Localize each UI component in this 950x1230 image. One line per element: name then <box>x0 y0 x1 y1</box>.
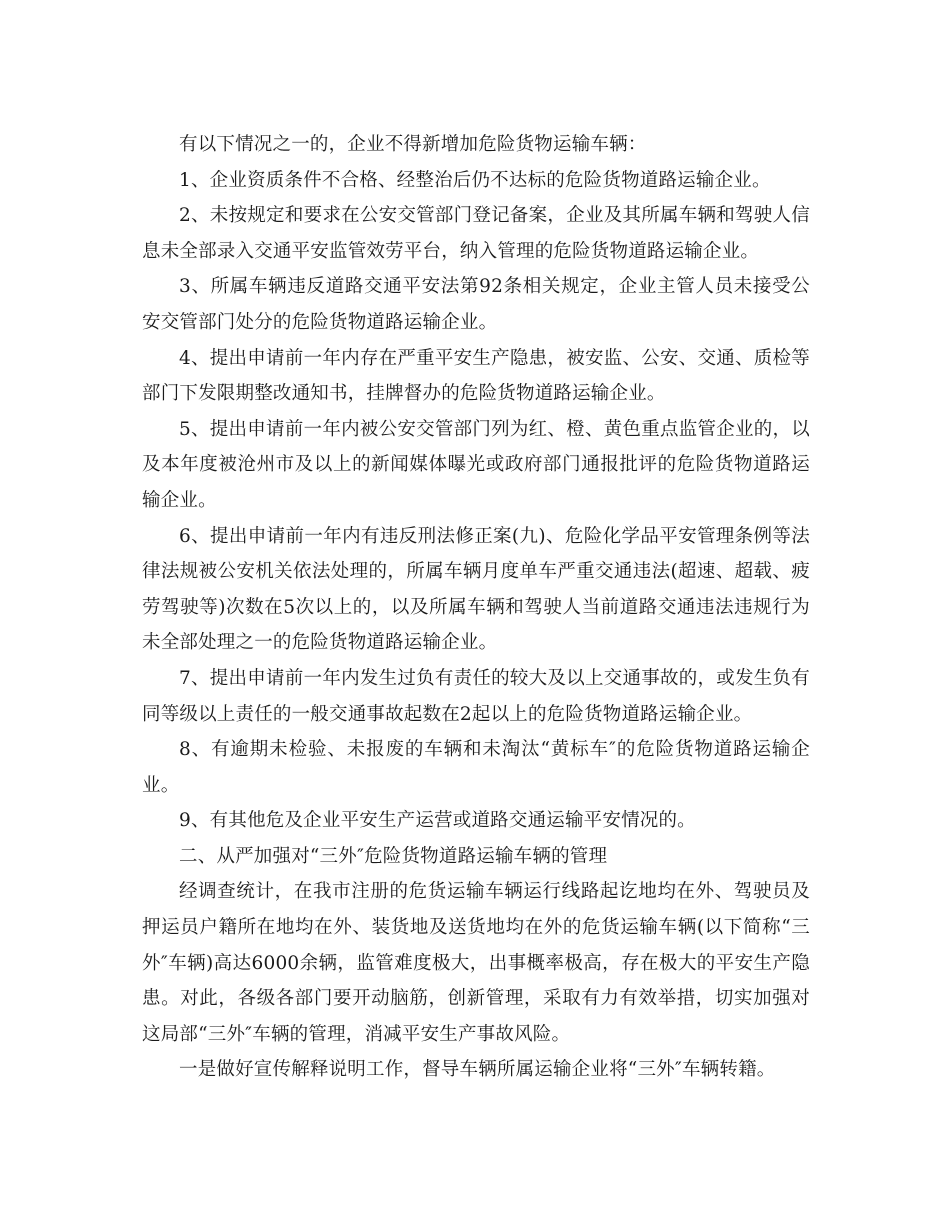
paragraph-measure-1: 一是做好宣传解释说明工作，督导车辆所属运输企业将“三外″车辆转籍。 <box>179 1059 776 1081</box>
paragraph-item-5: 5、提出申请前一年内被公安交管部门列为红、橙、黄色重点监管企业的，以及本年度被沧州市及以上的新闻媒体曝光或政府部门通报批评的危险货物道路运输企业。 <box>142 418 810 511</box>
document-body <box>142 127 810 1088</box>
paragraph-item-8: 8、有逾期未检验、未报废的车辆和未淘汰“黄标车″的危险货物道路运输企业。 <box>142 739 810 796</box>
paragraph-intro: 有以下情况之一的，企业不得新增加危险货物运输车辆： <box>179 134 647 155</box>
paragraph-item-3: 3、所属车辆违反道路交通平安法第92条相关规定，企业主管人员未接受公安交管部门处分的危险货物道路运输企业。 <box>142 276 810 333</box>
paragraph-item-7: 7、提出申请前一年内发生过负有责任的较大及以上交通事故的，或发生负有同等级以上责任的一般交通事故起数在2起以上的危险货物道路运输企业。 <box>142 667 810 725</box>
paragraph-investigation: 经调查统计，在我市注册的危货运输车辆运行线路起讫地均在外、驾驶员及押运员户籍所在地均在外、装货地及送货地均在外的危货运输车辆(以下简称“三外″车辆)高达6000余辆，监管难度极大，出事概率极高，存在极大的平安生产隐患。对此，各级各部门要开动脑筋，创新管理，采取有力有效举措，切实加强对这局部“三外″车辆的管理，消减平安生产事故风险。 <box>142 881 810 1045</box>
paragraph-item-4: 4、提出申请前一年内存在严重平安生产隐患，被安监、公安、交通、质检等部门下发限期整改通知书，挂牌督办的危险货物道路运输企业。 <box>142 347 810 405</box>
section-heading-2: 二、从严加强对“三外″危险货物道路运输车辆的管理 <box>179 845 608 867</box>
paragraph-item-9: 9、有其他危及企业平安生产运营或道路交通运输平安情况的。 <box>179 810 696 832</box>
paragraph-item-6: 6、提出申请前一年内有违反刑法修正案(九)、危险化学品平安管理条例等法律法规被公安机关依法处理的，所属车辆月度单车严重交通违法(超速、超载、疲劳驾驶等)次数在5次以上的，以及所属车辆和驾驶人当前道路交通违法违规行为未全部处理之一的危险货物道路运输企业。 <box>142 525 810 654</box>
paragraph-item-1: 1、企业资质条件不合格、经整治后仍不达标的危险货物道路运输企业。 <box>179 169 771 191</box>
paragraph-item-2: 2、未按规定和要求在公安交管部门登记备案，企业及其所属车辆和驾驶人信息未全部录入交通平安监管效劳平台，纳入管理的危险货物道路运输企业。 <box>142 205 810 262</box>
